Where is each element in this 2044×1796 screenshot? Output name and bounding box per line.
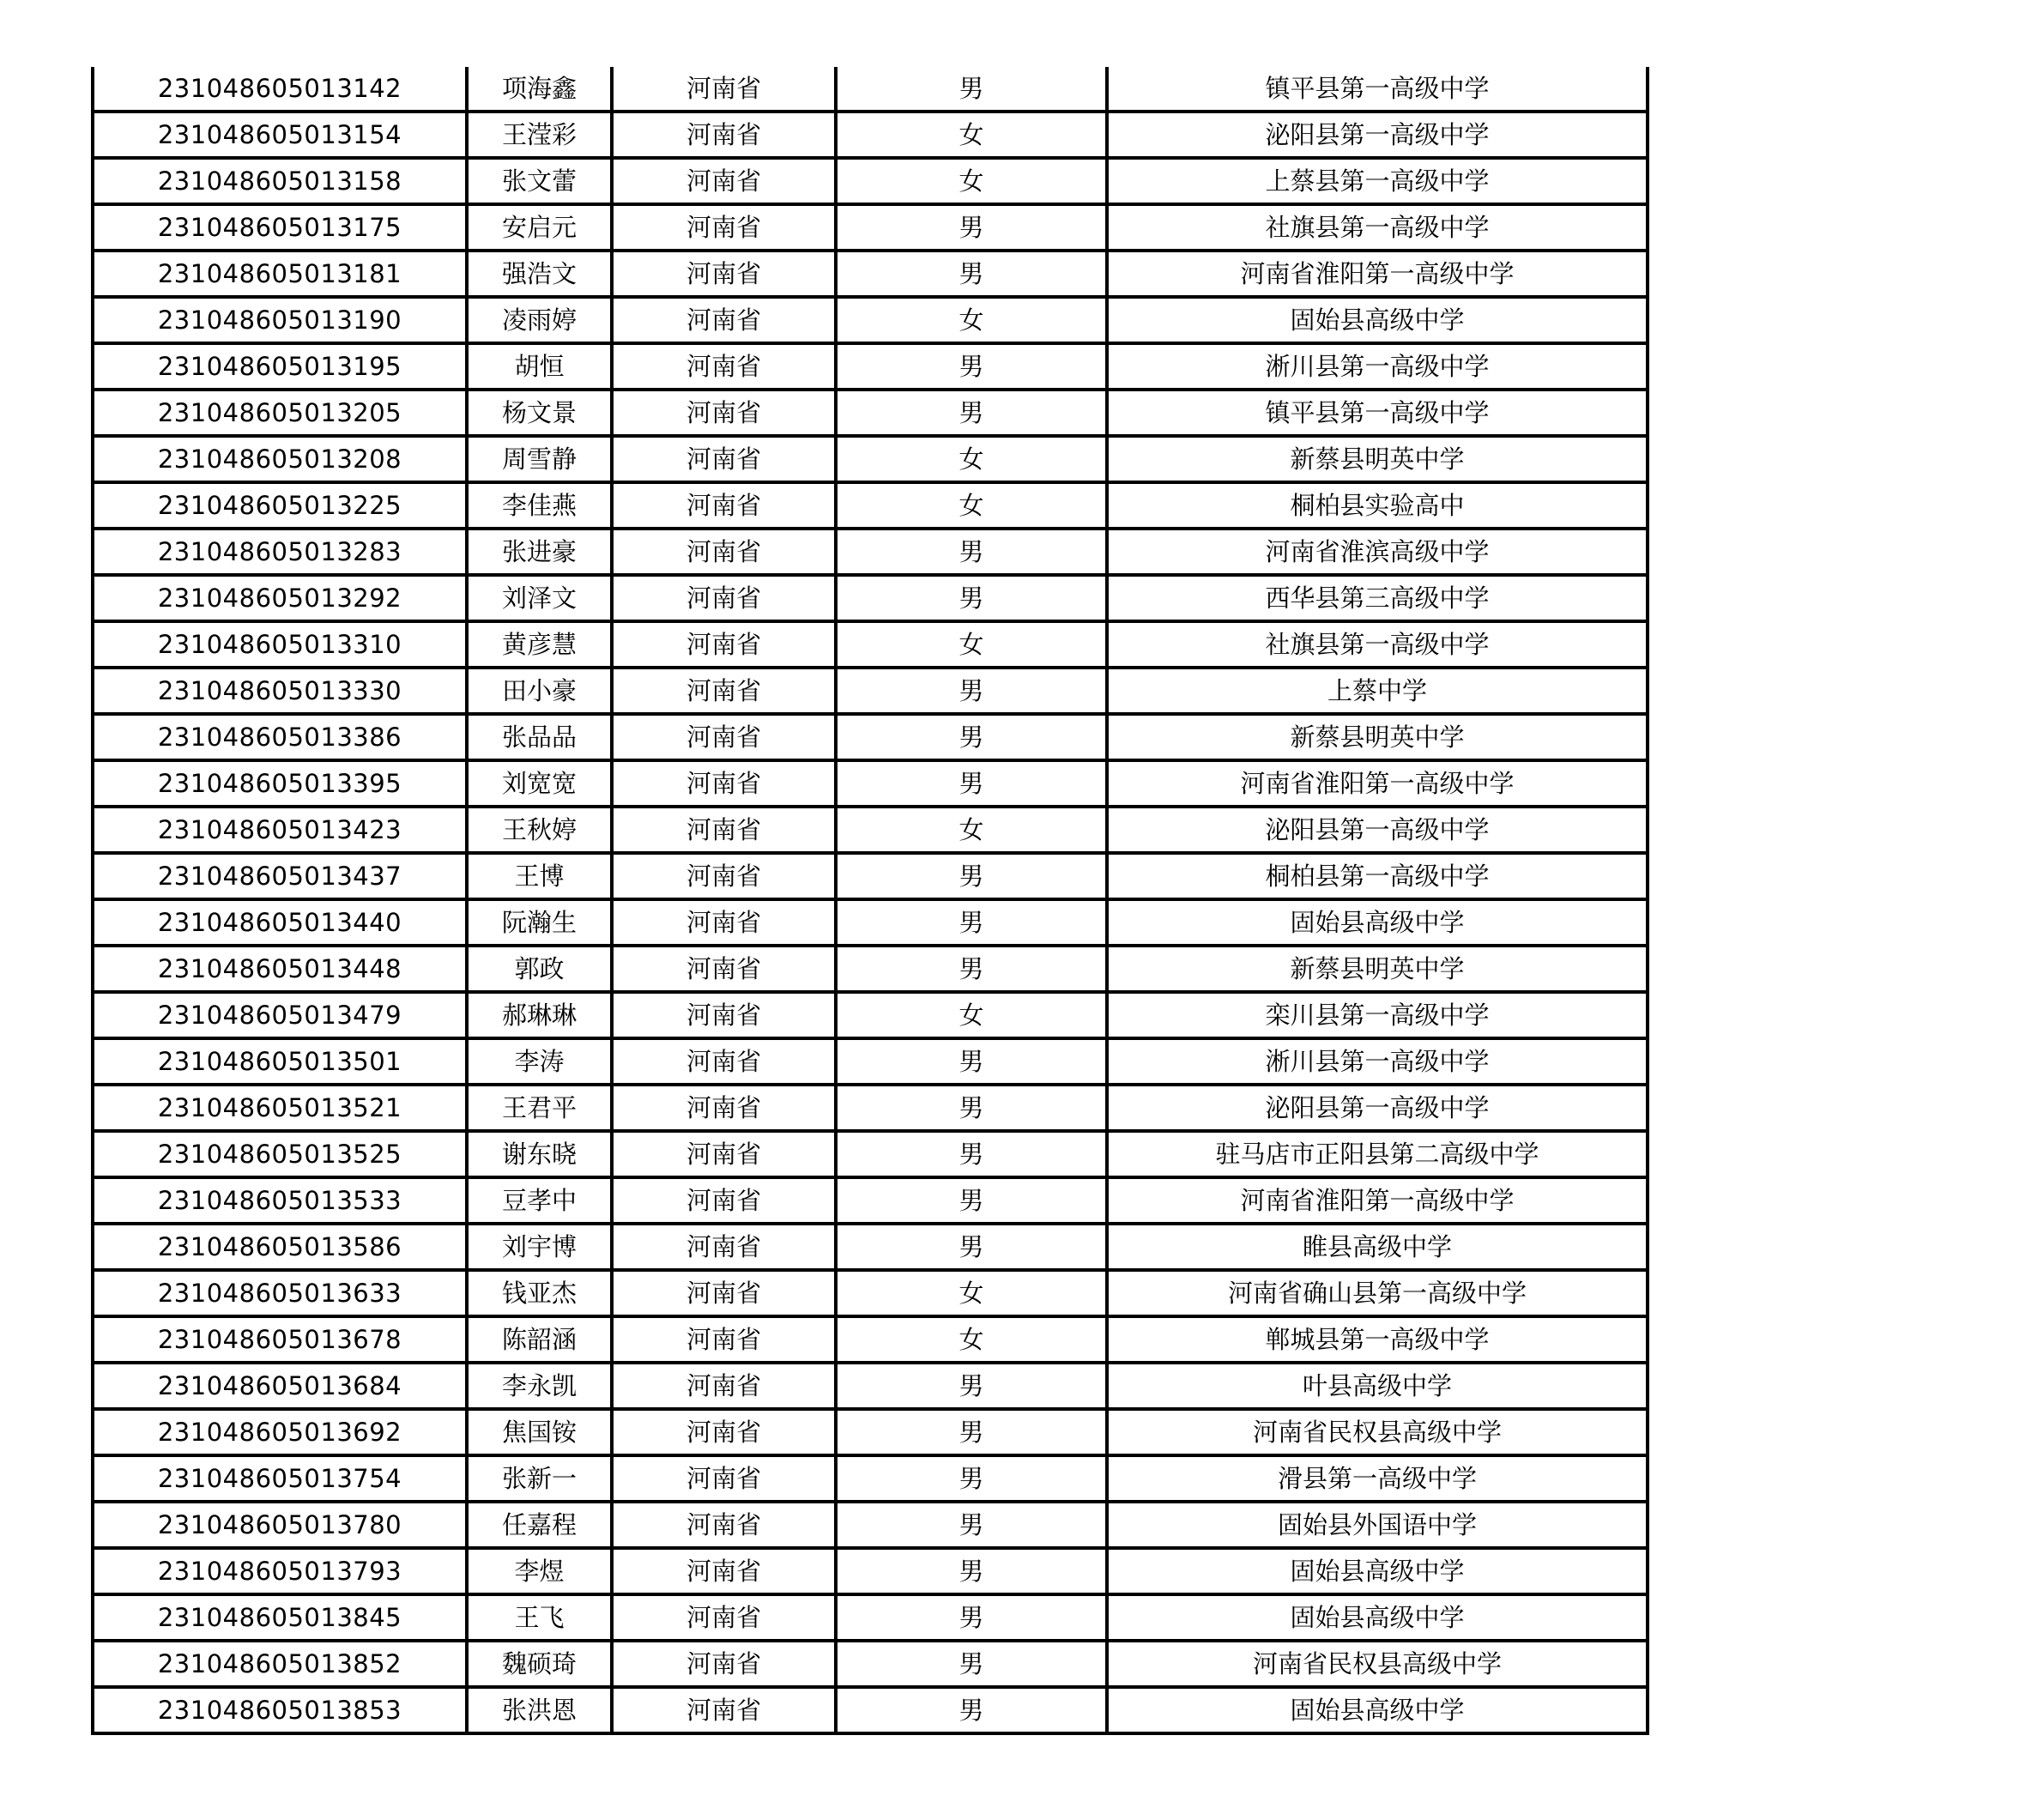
name-cell: 王秋婷 [467, 807, 612, 853]
gender-cell: 女 [836, 1316, 1107, 1363]
name-cell: 张洪恩 [467, 1687, 612, 1733]
candidate-id-cell: 231048605013448 [93, 946, 467, 992]
name-cell: 魏硕琦 [467, 1641, 612, 1687]
school-cell: 泌阳县第一高级中学 [1107, 112, 1648, 158]
school-cell: 固始县高级中学 [1107, 899, 1648, 946]
candidate-id-cell: 231048605013423 [93, 807, 467, 853]
province-cell: 河南省 [612, 1548, 836, 1594]
province-cell: 河南省 [612, 1085, 836, 1131]
table-row [93, 529, 1648, 575]
school-cell: 郸城县第一高级中学 [1107, 1316, 1648, 1363]
school-cell: 新蔡县明英中学 [1107, 946, 1648, 992]
gender-cell: 男 [836, 529, 1107, 575]
gender-cell: 男 [836, 1455, 1107, 1502]
candidate-id-cell: 231048605013845 [93, 1594, 467, 1641]
table-row [93, 482, 1648, 529]
table-row [93, 1085, 1648, 1131]
province-cell: 河南省 [612, 251, 836, 297]
province-cell: 河南省 [612, 1455, 836, 1502]
province-cell: 河南省 [612, 1502, 836, 1548]
province-cell: 河南省 [612, 807, 836, 853]
gender-cell: 男 [836, 1687, 1107, 1733]
name-cell: 王飞 [467, 1594, 612, 1641]
table-row [93, 1038, 1648, 1085]
table-row [93, 714, 1648, 760]
school-cell: 新蔡县明英中学 [1107, 714, 1648, 760]
name-cell: 钱亚杰 [467, 1270, 612, 1316]
school-cell: 河南省淮滨高级中学 [1107, 529, 1648, 575]
name-cell: 周雪静 [467, 436, 612, 482]
province-cell: 河南省 [612, 946, 836, 992]
gender-cell: 男 [836, 1224, 1107, 1270]
school-cell: 河南省民权县高级中学 [1107, 1409, 1648, 1455]
gender-cell: 男 [836, 1085, 1107, 1131]
table-row [93, 1455, 1648, 1502]
gender-cell: 男 [836, 1177, 1107, 1224]
province-cell: 河南省 [612, 1224, 836, 1270]
school-cell: 镇平县第一高级中学 [1107, 67, 1648, 112]
name-cell: 刘泽文 [467, 575, 612, 621]
school-cell: 新蔡县明英中学 [1107, 436, 1648, 482]
gender-cell: 女 [836, 482, 1107, 529]
table-row [93, 1270, 1648, 1316]
candidate-id-cell: 231048605013158 [93, 158, 467, 204]
gender-cell: 男 [836, 668, 1107, 714]
name-cell: 凌雨婷 [467, 297, 612, 343]
table-row [93, 1687, 1648, 1733]
name-cell: 阮瀚生 [467, 899, 612, 946]
school-cell: 河南省确山县第一高级中学 [1107, 1270, 1648, 1316]
province-cell: 河南省 [612, 992, 836, 1038]
province-cell: 河南省 [612, 1131, 836, 1177]
candidate-id-cell: 231048605013684 [93, 1363, 467, 1409]
province-cell: 河南省 [612, 714, 836, 760]
candidate-id-cell: 231048605013195 [93, 343, 467, 390]
table-row [93, 575, 1648, 621]
table-row [93, 112, 1648, 158]
name-cell: 强浩文 [467, 251, 612, 297]
name-cell: 田小豪 [467, 668, 612, 714]
table-row [93, 297, 1648, 343]
table-row [93, 390, 1648, 436]
name-cell: 张进豪 [467, 529, 612, 575]
candidate-id-cell: 231048605013181 [93, 251, 467, 297]
gender-cell: 男 [836, 1038, 1107, 1085]
school-cell: 上蔡中学 [1107, 668, 1648, 714]
name-cell: 刘宽宽 [467, 760, 612, 807]
province-cell: 河南省 [612, 1641, 836, 1687]
name-cell: 王君平 [467, 1085, 612, 1131]
province-cell: 河南省 [612, 899, 836, 946]
name-cell: 项海鑫 [467, 67, 612, 112]
table-row [93, 343, 1648, 390]
school-cell: 河南省淮阳第一高级中学 [1107, 251, 1648, 297]
name-cell: 李涛 [467, 1038, 612, 1085]
name-cell: 张文蕾 [467, 158, 612, 204]
candidate-id-cell: 231048605013852 [93, 1641, 467, 1687]
school-cell: 泌阳县第一高级中学 [1107, 807, 1648, 853]
province-cell: 河南省 [612, 621, 836, 668]
gender-cell: 女 [836, 1270, 1107, 1316]
gender-cell: 男 [836, 1363, 1107, 1409]
student-table-container [91, 67, 1649, 1735]
gender-cell: 女 [836, 621, 1107, 668]
name-cell: 李煜 [467, 1548, 612, 1594]
candidate-id-cell: 231048605013190 [93, 297, 467, 343]
candidate-id-cell: 231048605013479 [93, 992, 467, 1038]
table-row [93, 807, 1648, 853]
candidate-id-cell: 231048605013501 [93, 1038, 467, 1085]
province-cell: 河南省 [612, 112, 836, 158]
school-cell: 栾川县第一高级中学 [1107, 992, 1648, 1038]
candidate-id-cell: 231048605013692 [93, 1409, 467, 1455]
table-row [93, 1177, 1648, 1224]
gender-cell: 男 [836, 760, 1107, 807]
table-row [93, 760, 1648, 807]
table-row [93, 899, 1648, 946]
candidate-id-cell: 231048605013292 [93, 575, 467, 621]
gender-cell: 女 [836, 992, 1107, 1038]
province-cell: 河南省 [612, 1270, 836, 1316]
candidate-id-cell: 231048605013793 [93, 1548, 467, 1594]
school-cell: 淅川县第一高级中学 [1107, 343, 1648, 390]
candidate-id-cell: 231048605013142 [93, 67, 467, 112]
province-cell: 河南省 [612, 668, 836, 714]
student-table [91, 67, 1649, 1735]
school-cell: 镇平县第一高级中学 [1107, 390, 1648, 436]
school-cell: 滑县第一高级中学 [1107, 1455, 1648, 1502]
name-cell: 任嘉程 [467, 1502, 612, 1548]
name-cell: 胡恒 [467, 343, 612, 390]
candidate-id-cell: 231048605013208 [93, 436, 467, 482]
province-cell: 河南省 [612, 1409, 836, 1455]
table-row [93, 204, 1648, 251]
province-cell: 河南省 [612, 297, 836, 343]
province-cell: 河南省 [612, 67, 836, 112]
table-row [93, 853, 1648, 899]
school-cell: 叶县高级中学 [1107, 1363, 1648, 1409]
gender-cell: 男 [836, 251, 1107, 297]
school-cell: 河南省淮阳第一高级中学 [1107, 760, 1648, 807]
table-row [93, 251, 1648, 297]
table-row [93, 67, 1648, 112]
candidate-id-cell: 231048605013754 [93, 1455, 467, 1502]
province-cell: 河南省 [612, 343, 836, 390]
name-cell: 郭政 [467, 946, 612, 992]
province-cell: 河南省 [612, 1038, 836, 1085]
school-cell: 西华县第三高级中学 [1107, 575, 1648, 621]
school-cell: 泌阳县第一高级中学 [1107, 1085, 1648, 1131]
name-cell: 杨文景 [467, 390, 612, 436]
gender-cell: 女 [836, 297, 1107, 343]
table-row [93, 1131, 1648, 1177]
name-cell: 王博 [467, 853, 612, 899]
candidate-id-cell: 231048605013175 [93, 204, 467, 251]
province-cell: 河南省 [612, 204, 836, 251]
province-cell: 河南省 [612, 482, 836, 529]
name-cell: 谢东晓 [467, 1131, 612, 1177]
name-cell: 张品品 [467, 714, 612, 760]
candidate-id-cell: 231048605013395 [93, 760, 467, 807]
school-cell: 社旗县第一高级中学 [1107, 204, 1648, 251]
table-row [93, 158, 1648, 204]
province-cell: 河南省 [612, 529, 836, 575]
school-cell: 驻马店市正阳县第二高级中学 [1107, 1131, 1648, 1177]
school-cell: 固始县外国语中学 [1107, 1502, 1648, 1548]
school-cell: 固始县高级中学 [1107, 1687, 1648, 1733]
gender-cell: 女 [836, 807, 1107, 853]
table-row [93, 436, 1648, 482]
name-cell: 王滢彩 [467, 112, 612, 158]
candidate-id-cell: 231048605013330 [93, 668, 467, 714]
name-cell: 豆孝中 [467, 1177, 612, 1224]
school-cell: 上蔡县第一高级中学 [1107, 158, 1648, 204]
table-row [93, 1316, 1648, 1363]
gender-cell: 男 [836, 1131, 1107, 1177]
school-cell: 固始县高级中学 [1107, 297, 1648, 343]
gender-cell: 女 [836, 112, 1107, 158]
province-cell: 河南省 [612, 436, 836, 482]
name-cell: 安启元 [467, 204, 612, 251]
gender-cell: 男 [836, 343, 1107, 390]
name-cell: 焦国铵 [467, 1409, 612, 1455]
table-row [93, 1363, 1648, 1409]
candidate-id-cell: 231048605013310 [93, 621, 467, 668]
candidate-id-cell: 231048605013780 [93, 1502, 467, 1548]
gender-cell: 男 [836, 899, 1107, 946]
name-cell: 黄彦慧 [467, 621, 612, 668]
gender-cell: 男 [836, 204, 1107, 251]
candidate-id-cell: 231048605013521 [93, 1085, 467, 1131]
school-cell: 桐柏县第一高级中学 [1107, 853, 1648, 899]
candidate-id-cell: 231048605013225 [93, 482, 467, 529]
candidate-id-cell: 231048605013283 [93, 529, 467, 575]
candidate-id-cell: 231048605013205 [93, 390, 467, 436]
province-cell: 河南省 [612, 1687, 836, 1733]
gender-cell: 男 [836, 1594, 1107, 1641]
candidate-id-cell: 231048605013586 [93, 1224, 467, 1270]
school-cell: 河南省淮阳第一高级中学 [1107, 1177, 1648, 1224]
province-cell: 河南省 [612, 1594, 836, 1641]
table-row [93, 992, 1648, 1038]
name-cell: 刘宇博 [467, 1224, 612, 1270]
gender-cell: 男 [836, 1409, 1107, 1455]
school-cell: 社旗县第一高级中学 [1107, 621, 1648, 668]
school-cell: 固始县高级中学 [1107, 1548, 1648, 1594]
gender-cell: 男 [836, 67, 1107, 112]
candidate-id-cell: 231048605013437 [93, 853, 467, 899]
candidate-id-cell: 231048605013853 [93, 1687, 467, 1733]
school-cell: 桐柏县实验高中 [1107, 482, 1648, 529]
province-cell: 河南省 [612, 575, 836, 621]
candidate-id-cell: 231048605013386 [93, 714, 467, 760]
table-row [93, 1224, 1648, 1270]
name-cell: 郝琳琳 [467, 992, 612, 1038]
name-cell: 陈韶涵 [467, 1316, 612, 1363]
gender-cell: 男 [836, 1548, 1107, 1594]
name-cell: 李永凯 [467, 1363, 612, 1409]
name-cell: 张新一 [467, 1455, 612, 1502]
gender-cell: 男 [836, 390, 1107, 436]
table-row [93, 1594, 1648, 1641]
gender-cell: 男 [836, 714, 1107, 760]
gender-cell: 男 [836, 853, 1107, 899]
table-row [93, 668, 1648, 714]
province-cell: 河南省 [612, 853, 836, 899]
gender-cell: 女 [836, 436, 1107, 482]
student-table-body [93, 67, 1648, 1733]
candidate-id-cell: 231048605013154 [93, 112, 467, 158]
province-cell: 河南省 [612, 390, 836, 436]
gender-cell: 男 [836, 575, 1107, 621]
school-cell: 睢县高级中学 [1107, 1224, 1648, 1270]
candidate-id-cell: 231048605013633 [93, 1270, 467, 1316]
table-row [93, 946, 1648, 992]
gender-cell: 男 [836, 1502, 1107, 1548]
candidate-id-cell: 231048605013525 [93, 1131, 467, 1177]
province-cell: 河南省 [612, 1363, 836, 1409]
candidate-id-cell: 231048605013440 [93, 899, 467, 946]
table-row [93, 621, 1648, 668]
candidate-id-cell: 231048605013678 [93, 1316, 467, 1363]
candidate-id-cell: 231048605013533 [93, 1177, 467, 1224]
school-cell: 河南省民权县高级中学 [1107, 1641, 1648, 1687]
gender-cell: 女 [836, 158, 1107, 204]
province-cell: 河南省 [612, 1177, 836, 1224]
province-cell: 河南省 [612, 760, 836, 807]
table-row [93, 1641, 1648, 1687]
name-cell: 李佳燕 [467, 482, 612, 529]
table-row [93, 1502, 1648, 1548]
province-cell: 河南省 [612, 1316, 836, 1363]
gender-cell: 男 [836, 1641, 1107, 1687]
school-cell: 淅川县第一高级中学 [1107, 1038, 1648, 1085]
province-cell: 河南省 [612, 158, 836, 204]
table-row [93, 1548, 1648, 1594]
gender-cell: 男 [836, 946, 1107, 992]
school-cell: 固始县高级中学 [1107, 1594, 1648, 1641]
table-row [93, 1409, 1648, 1455]
